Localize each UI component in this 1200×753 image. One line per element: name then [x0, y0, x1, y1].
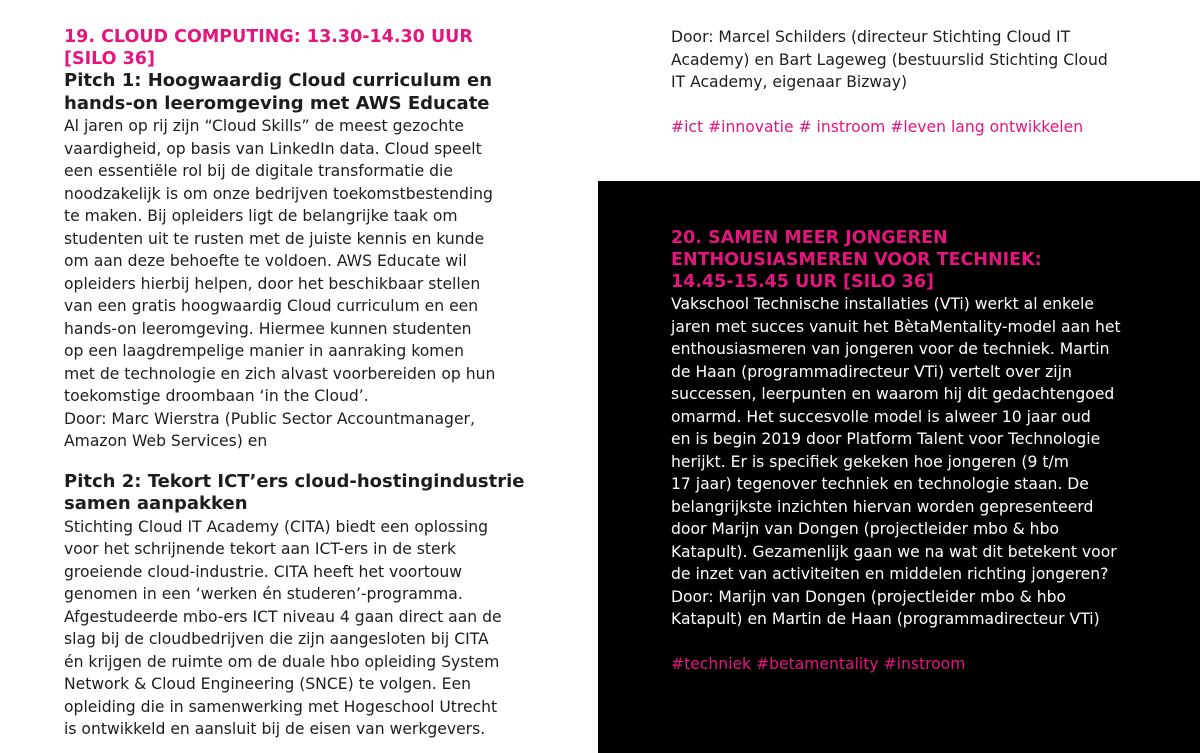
- right-top-column: [671, 26, 1171, 138]
- pitch-1-body: Al jaren op rij zijn “Cloud Skills” de meest gezochte vaardigheid, op basis van LinkedIn data. Cloud speelt een essentiële rol bij de digitale transformatie die noodzakelijk is om onze bedrijven toekomstbestending te maken. Bij opleiders ligt de belangrijke taak om studenten uit te rusten met de juiste kennis en kunde om aan deze behoefte te voldoen. AWS Educate wil opleiders hierbij helpen, door het beschikbaar stellen van een gratis hoogwaardig Cloud curriculum en een hands-on leeromgeving. Hiermee kunnen studenten op een laagdrempelige manier in aanraking komen met de technologie en zich alvast voorbereiden op hun toekomstige droombaan ‘in the Cloud’. Door: Marc Wierstra (Public Sector Accountmanager, Amazon Web Services) en: [64, 117, 496, 450]
- pitch-1-title: Pitch 1: Hoogwaardig Cloud curriculum en hands-on leeromgeving met AWS Educate: [64, 70, 493, 114]
- pitch-2-speakers: Door: Marcel Schilders (directeur Stichting Cloud IT Academy) en Bart Lageweg (bestuurslid Stichting Cloud IT Academy, eigenaar Bizway): [671, 28, 1108, 91]
- left-column: [64, 26, 534, 741]
- section-19-heading: 19. CLOUD COMPUTING: 13.30-14.30 UUR [SILO 36]: [64, 27, 473, 69]
- section-20-panel: [598, 181, 1200, 753]
- section-20-heading: 20. SAMEN MEER JONGEREN ENTHOUSIASMEREN VOOR TECHNIEK: 14.45-15.45 UUR [SILO 36]: [671, 228, 1042, 292]
- section-19-hashtags: #ict #innovatie # instroom #leven lang ontwikkelen: [671, 117, 1084, 136]
- section-20-body: Vakschool Technische installaties (VTi) werkt al enkele jaren met succes vanuit het BètaMentality-model aan het enthousiasmeren van jongeren voor de techniek. Martin de Haan (programmadirecteur VTi) vertelt over zijn successen, leerpunten en waarom hij dit gedachtengoed omarmd. Het succesvolle model is alweer 10 jaar oud en is begin 2019 door Platform Talent voor Technologie herijkt. Er is specifiek gekeken hoe jongeren (9 t/m 17 jaar) tegenover techniek en technologie staan. De belangrijkste inzichten hiervan worden gepresenteerd door Marijn van Dongen (projectleider mbo & hbo Katapult). Gezamenlijk gaan we na wat dit betekent voor de inzet van activiteiten en middelen richting jongeren? Door: Marijn van Dongen (projectleider mbo & hbo Katapult) en Martin de Haan (programmadirecteur VTi): [671, 295, 1121, 628]
- spacer: [671, 94, 1171, 116]
- section-20-content: [671, 227, 1171, 675]
- divider-space: [64, 453, 534, 471]
- pitch-2-title: Pitch 2: Tekort ICT’ers cloud-hostingindustrie samen aanpakken: [64, 470, 525, 514]
- pitch-2-body: Stichting Cloud IT Academy (CITA) biedt een oplossing voor het schrijnende tekort aan ICT-ers in de sterk groeiende cloud-industrie. CITA heeft het voortouw genomen in een ‘werken én studeren’-programma. Afgestudeerde mbo-ers ICT niveau 4 gaan direct aan de slag bij de cloudbedrijven die zijn aangesloten bij CITA én krijgen de ruimte om de duale hbo opleiding System Network & Cloud Engineering (SNCE) te volgen. Een opleiding die in samenwerking met Hogeschool Utrecht is ontwikkeld en aansluit bij de eisen van werkgevers.: [64, 517, 502, 738]
- section-20-hashtags: #techniek #betamentality #instroom: [671, 654, 966, 673]
- spacer: [671, 631, 1171, 653]
